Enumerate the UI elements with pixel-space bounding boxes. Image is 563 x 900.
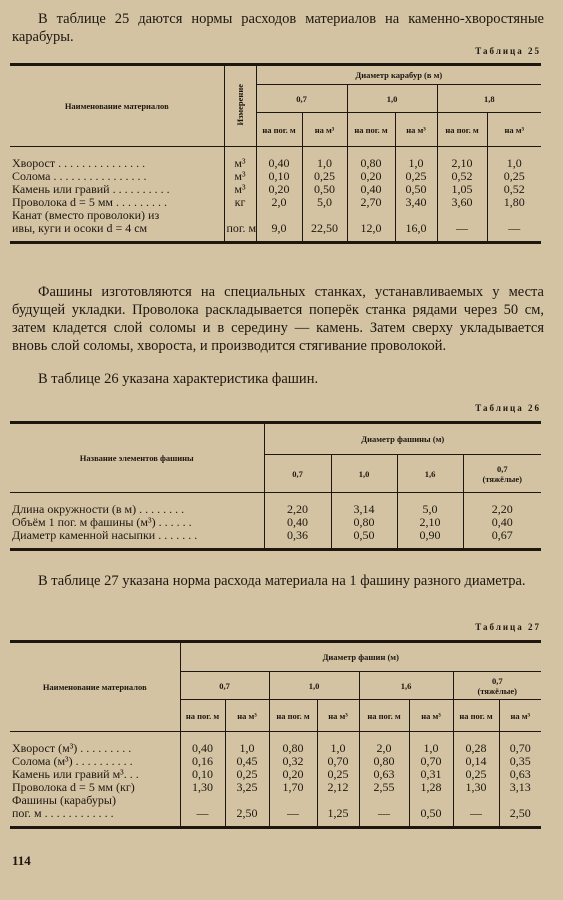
cell-value: 0,10 [256, 170, 302, 183]
cell-value: 2,55 [359, 781, 409, 794]
table-row [10, 493, 541, 517]
table-25-sub-per-m: на пог. м [437, 113, 487, 147]
cell-value: 2,0 [359, 732, 409, 756]
cell-value: 0,90 [397, 529, 463, 550]
cell-value: 2,20 [463, 493, 541, 517]
table-25-diameter-2: 1,0 [347, 85, 437, 113]
cell-value: — [437, 222, 487, 243]
cell-value: 5,0 [302, 196, 347, 209]
cell-value: — [359, 807, 409, 828]
cell-value: 3,14 [331, 493, 397, 517]
table-27-header-material: Наименование материалов [10, 642, 180, 732]
table-25-header-diameter: Диаметр карабур (в м) [256, 65, 541, 85]
table-row [10, 755, 541, 768]
cell-value: 2,20 [264, 493, 331, 517]
cell-value: 0,45 [225, 755, 269, 768]
cell-value: — [487, 222, 541, 243]
row-unit: м³ [224, 147, 256, 171]
cell-value: 0,25 [317, 768, 359, 781]
table-26-diameter-4-heavy: 0,7 (тяжёлые) [463, 455, 541, 493]
table-26-diameter-1: 0,7 [264, 455, 331, 493]
paragraph-fascines: Фашины изготовляются на специальных станках, устанавливаемых у места будущей укладки. Проволока раскладывается поперёк станка рядами через 50 см, затем кладется слой соломы и в середину — камень. Затем сверху укладывается вновь слой соломы, хвороста, и производится стягивание проволокой. [12, 284, 544, 354]
page-number: 114 [12, 853, 31, 868]
cell-value: 0,32 [269, 755, 317, 768]
cell-value: 1,25 [317, 807, 359, 828]
cell-value: 0,25 [487, 170, 541, 183]
cell-value: 2,50 [499, 807, 541, 828]
row-name: Объём 1 пог. м фашины (м³) . . . . . . [12, 516, 192, 529]
cell-value: 9,0 [256, 222, 302, 243]
cell-value: 1,0 [302, 147, 347, 171]
cell-value: 0,63 [359, 768, 409, 781]
cell-value: 2,10 [397, 516, 463, 529]
table-27 [10, 640, 541, 829]
cell-value: 0,63 [499, 768, 541, 781]
cell-value: 1,30 [180, 781, 225, 794]
table-25-sub-per-m: на пог. м [256, 113, 302, 147]
table-25-header-material: Наименование материалов [10, 65, 224, 147]
row-name: Канат (вместо проволоки) из [12, 209, 160, 222]
cell-value: 0,80 [347, 147, 395, 171]
table-row [10, 529, 541, 550]
cell-value: 22,50 [302, 222, 347, 243]
cell-value: 1,0 [317, 732, 359, 756]
cell-value: 0,20 [269, 768, 317, 781]
cell-value: 0,40 [264, 516, 331, 529]
table-27-diameter-2: 1,0 [269, 672, 359, 700]
table-27-diameter-1: 0,7 [180, 672, 269, 700]
cell-value: 0,70 [409, 755, 453, 768]
table-26-caption: Таблица 26 [475, 403, 541, 413]
cell-value: 1,28 [409, 781, 453, 794]
cell-value: 0,50 [409, 807, 453, 828]
cell-value: 0,50 [395, 183, 437, 196]
cell-value: 0,16 [180, 755, 225, 768]
cell-value: 0,25 [302, 170, 347, 183]
cell-value: 0,50 [331, 529, 397, 550]
cell-value: 0,52 [437, 170, 487, 183]
cell-value: — [269, 807, 317, 828]
row-name: Камень или гравий . . . . . . . . . . [12, 183, 170, 196]
cell-value: 2,12 [317, 781, 359, 794]
table-row [10, 222, 541, 243]
table-row [10, 781, 541, 794]
cell-value: 0,52 [487, 183, 541, 196]
cell-value: 0,25 [395, 170, 437, 183]
table-25-sub-per-m3: на м³ [395, 113, 437, 147]
intro-paragraph-25: В таблице 25 даются нормы расходов материалов на каменно-хворостяные карабуры. [12, 11, 544, 45]
row-unit: м³ [224, 183, 256, 196]
table-27-sub-per-m: на пог. м [453, 700, 499, 732]
cell-value: 0,25 [453, 768, 499, 781]
table-25-sub-per-m: на пог. м [347, 113, 395, 147]
cell-value: 0,31 [409, 768, 453, 781]
row-name: Солома (м³) . . . . . . . . . . [12, 755, 133, 768]
row-name: пог. м . . . . . . . . . . . . [12, 807, 114, 820]
cell-value: 2,70 [347, 196, 395, 209]
cell-value: 1,0 [487, 147, 541, 171]
table-25-sub-per-m3: на м³ [302, 113, 347, 147]
table-25-diameter-1: 0,7 [256, 85, 347, 113]
cell-value: 2,10 [437, 147, 487, 171]
table-27-diameter-3: 1,6 [359, 672, 453, 700]
row-unit: м³ [224, 170, 256, 183]
cell-value: 0,14 [453, 755, 499, 768]
cell-value: 0,40 [180, 732, 225, 756]
cell-value: 0,80 [359, 755, 409, 768]
cell-value: 0,70 [317, 755, 359, 768]
table-27-header-diameter: Диаметр фашин (м) [180, 642, 541, 672]
cell-value: 2,0 [256, 196, 302, 209]
row-name: Солома . . . . . . . . . . . . . . . . [12, 170, 147, 183]
cell-value: 0,50 [302, 183, 347, 196]
table-26-diameter-2: 1,0 [331, 455, 397, 493]
cell-value: 0,10 [180, 768, 225, 781]
table-27-sub-per-m3: на м³ [225, 700, 269, 732]
cell-value: 0,40 [347, 183, 395, 196]
cell-value: 3,40 [395, 196, 437, 209]
cell-value: 0,40 [463, 516, 541, 529]
cell-value: 0,40 [256, 147, 302, 171]
cell-value: 3,13 [499, 781, 541, 794]
cell-value: 0,70 [499, 732, 541, 756]
row-name: Проволока d = 5 мм (кг) [12, 781, 135, 794]
row-unit: пог. м [224, 222, 256, 243]
table-row [10, 516, 541, 529]
table-row [10, 732, 541, 756]
table-27-sub-per-m: на пог. м [180, 700, 225, 732]
cell-value: 0,80 [269, 732, 317, 756]
cell-value: 0,20 [347, 170, 395, 183]
cell-value: 2,50 [225, 807, 269, 828]
cell-value: 1,05 [437, 183, 487, 196]
row-name: Проволока d = 5 мм . . . . . . . . . [12, 196, 168, 209]
table-26 [10, 421, 541, 551]
cell-value: — [180, 807, 225, 828]
row-name: Камень или гравий м³. . . [12, 768, 139, 781]
cell-value: 0,36 [264, 529, 331, 550]
row-name: ивы, куги и осоки d = 4 см [12, 222, 148, 235]
table-25-caption: Таблица 25 [475, 46, 541, 56]
table-27-sub-per-m: на пог. м [359, 700, 409, 732]
cell-value: 1,80 [487, 196, 541, 209]
cell-value: 0,35 [499, 755, 541, 768]
cell-value: 3,25 [225, 781, 269, 794]
table-25-sub-per-m3: на м³ [487, 113, 541, 147]
table-27-diameter-4-heavy: 0,7 (тяжёлые) [453, 672, 541, 700]
cell-value: 1,0 [409, 732, 453, 756]
cell-value: 1,30 [453, 781, 499, 794]
table-26-header-diameter: Диаметр фашины (м) [264, 423, 541, 455]
cell-value: 3,60 [437, 196, 487, 209]
cell-value: 0,25 [225, 768, 269, 781]
table-row [10, 768, 541, 781]
row-unit: кг [224, 196, 256, 209]
table-27-sub-per-m3: на м³ [409, 700, 453, 732]
table-27-sub-per-m3: на м³ [317, 700, 359, 732]
row-name: Хворост (м³) . . . . . . . . . [12, 741, 132, 755]
row-name: Диаметр каменной насыпки . . . . . . . [12, 529, 198, 542]
row-name: Хворост . . . . . . . . . . . . . . . [12, 156, 146, 170]
row-name: Длина окружности (в м) . . . . . . . . [12, 502, 185, 516]
cell-value: 1,0 [225, 732, 269, 756]
cell-value: 0,67 [463, 529, 541, 550]
table-25-diameter-3: 1,8 [437, 85, 541, 113]
cell-value: 16,0 [395, 222, 437, 243]
table-27-sub-per-m3: на м³ [499, 700, 541, 732]
table-26-diameter-3: 1,6 [397, 455, 463, 493]
cell-value: 5,0 [397, 493, 463, 517]
table-row [10, 807, 541, 828]
table-27-caption: Таблица 27 [475, 622, 541, 632]
cell-value: — [453, 807, 499, 828]
cell-value: 0,80 [331, 516, 397, 529]
paragraph-table-27-intro: В таблице 27 указана норма расхода материала на 1 фашину разного диаметра. [38, 573, 526, 589]
table-25-header-unit: Измерение [224, 65, 256, 147]
table-25 [10, 63, 541, 244]
cell-value: 1,0 [395, 147, 437, 171]
table-row [10, 794, 541, 807]
cell-value: 1,70 [269, 781, 317, 794]
table-row [10, 147, 541, 171]
table-row [10, 196, 541, 209]
paragraph-table-26-intro: В таблице 26 указана характеристика фашин. [38, 371, 319, 387]
row-name: Фашины (карабуры) [12, 794, 116, 807]
cell-value: 0,20 [256, 183, 302, 196]
table-27-sub-per-m: на пог. м [269, 700, 317, 732]
cell-value: 0,28 [453, 732, 499, 756]
cell-value: 12,0 [347, 222, 395, 243]
table-26-header-name: Название элементов фашины [10, 423, 264, 493]
